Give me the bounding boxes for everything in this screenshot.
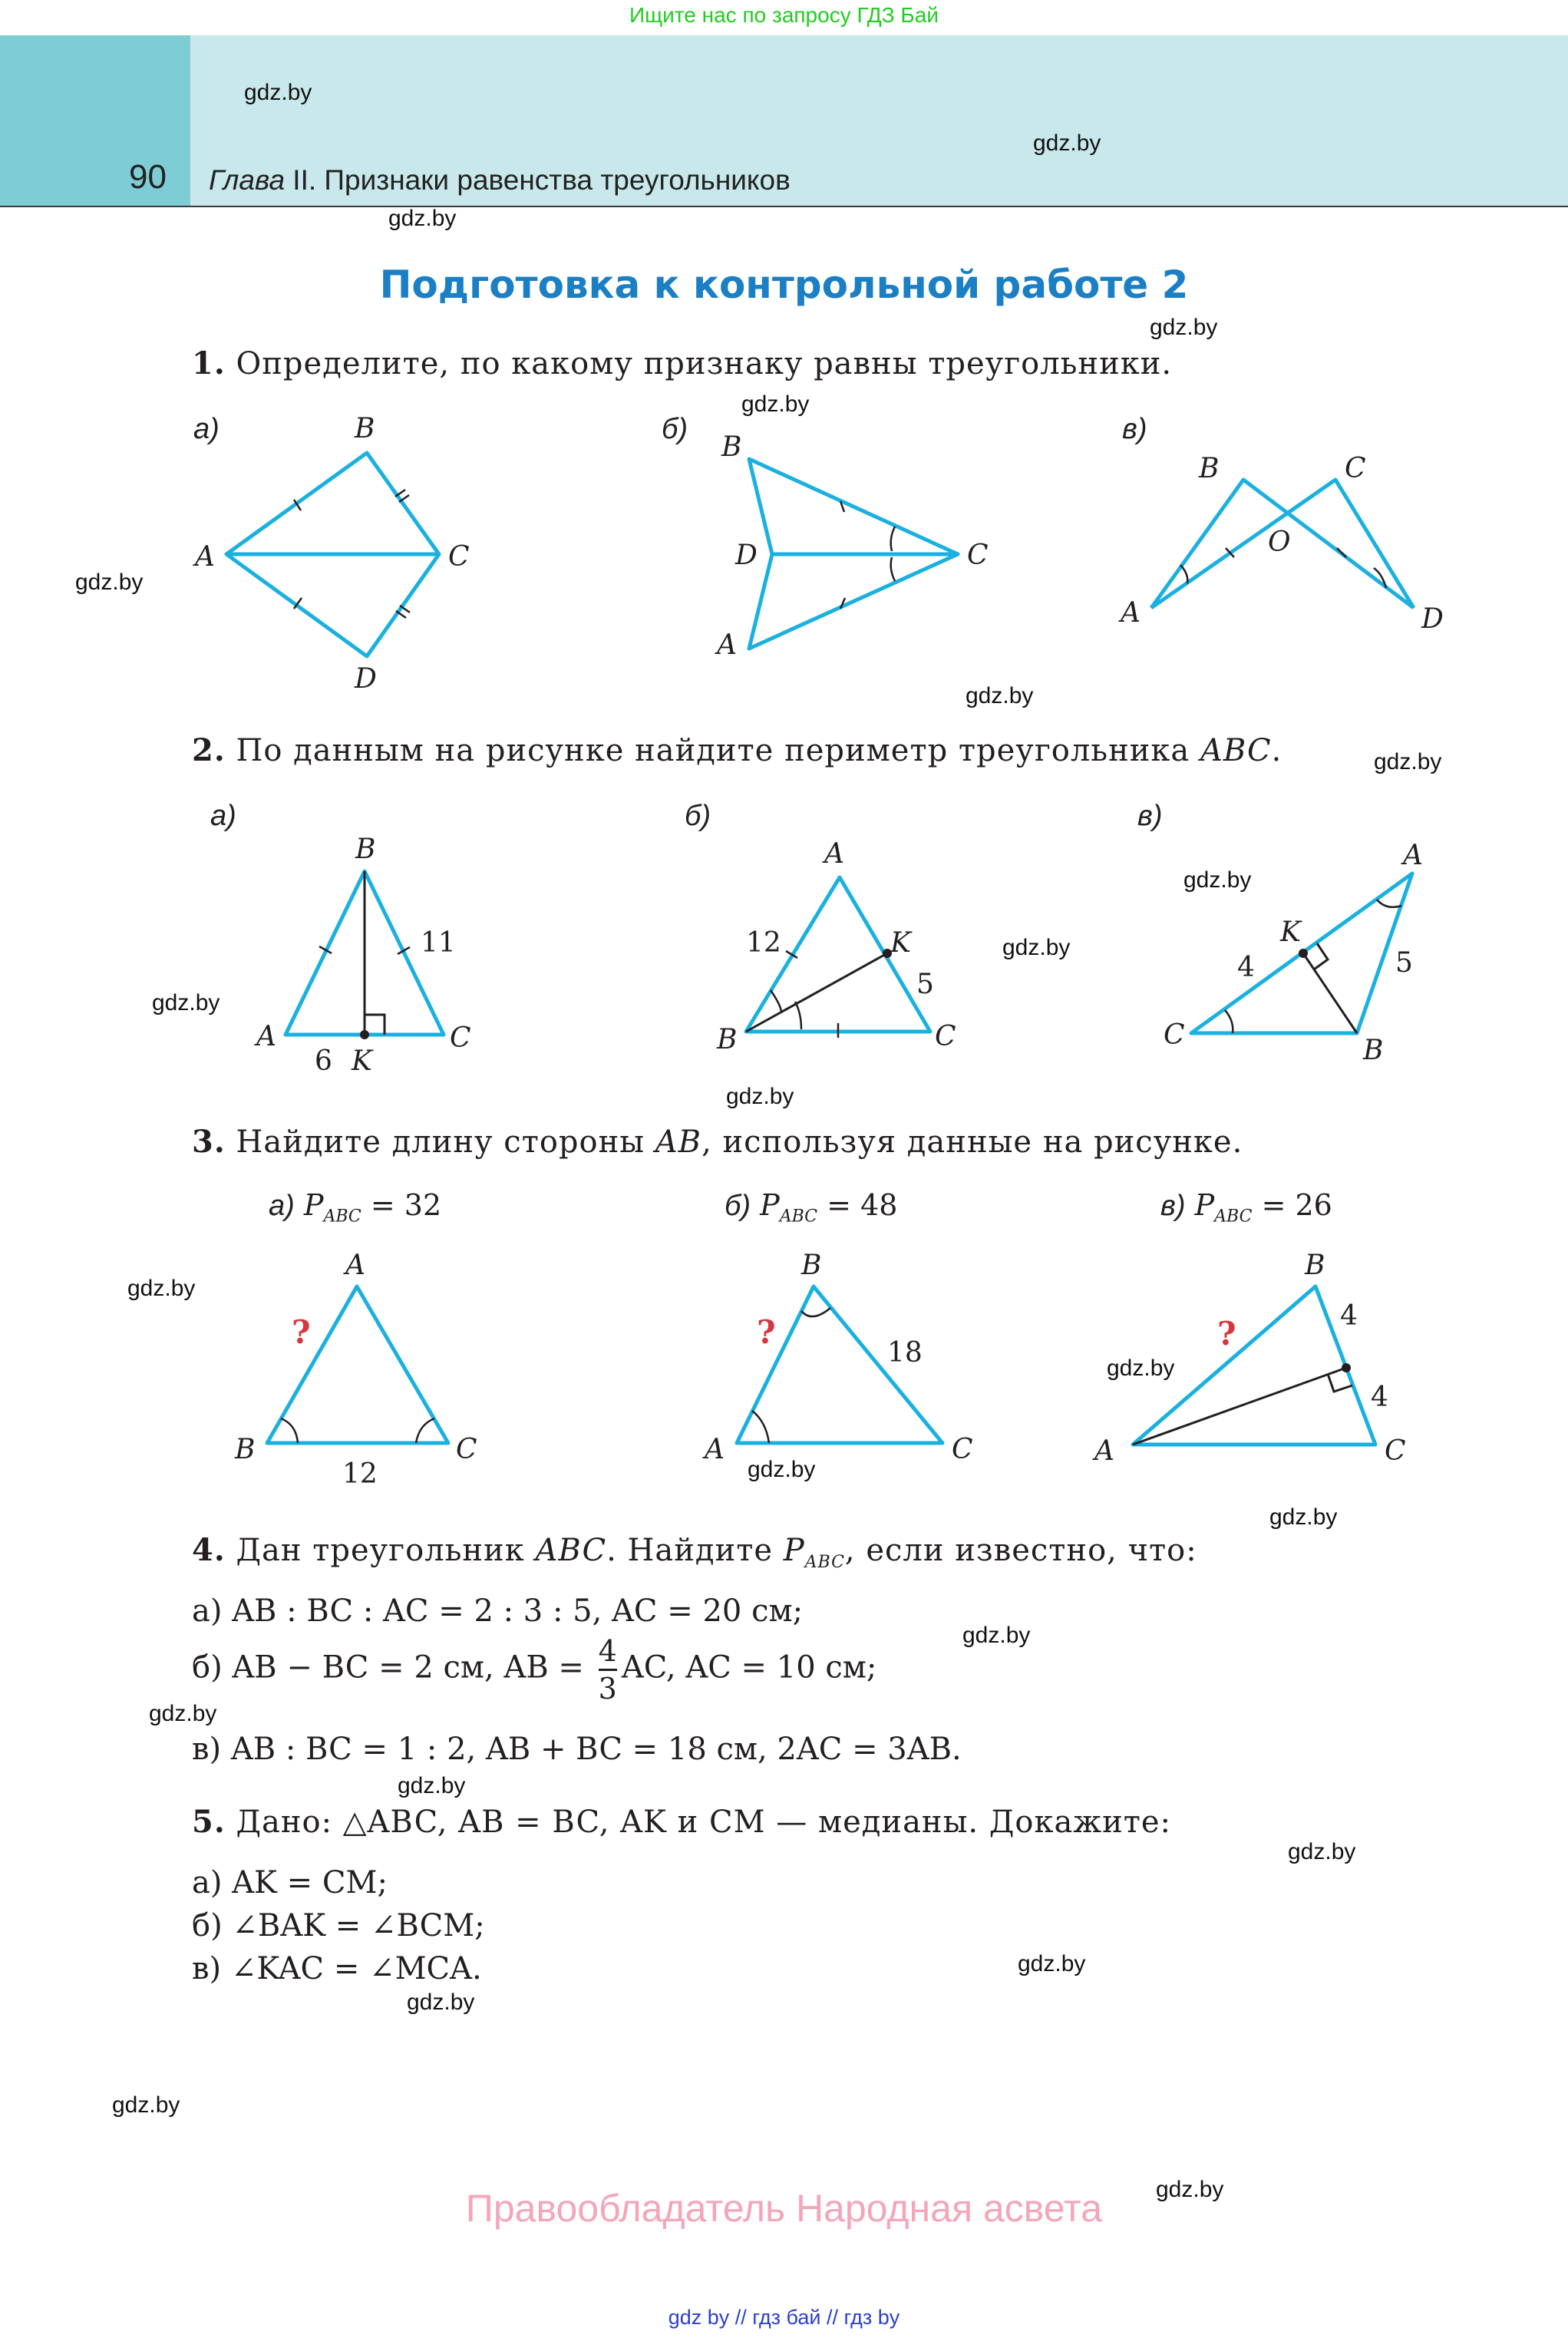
kite-abcd — [749, 459, 958, 649]
watermark: gdz.by — [127, 1276, 196, 1301]
height-bk — [1303, 953, 1357, 1033]
watermark: gdz.by — [1018, 1951, 1086, 1976]
angle-arc — [771, 990, 781, 1012]
quadrilateral-abcd — [226, 453, 439, 656]
task-3 — [192, 1124, 1243, 1160]
perimeter-symbol: P — [783, 1533, 805, 1568]
point-k — [1342, 1363, 1351, 1372]
figure-3b — [702, 1250, 973, 1465]
segment-bk — [746, 953, 887, 1032]
fig-sub-label: в) — [1160, 1190, 1186, 1222]
point-label: C — [1345, 453, 1366, 484]
watermark: gdz.by — [244, 80, 312, 105]
angle-arc — [1225, 1010, 1233, 1033]
fig-sub-label: а) — [269, 1190, 295, 1222]
double-tick — [396, 606, 410, 618]
task-var: ABC — [535, 1533, 607, 1568]
task-text: Дано: △ABC, AB = BC, AK и CM — медианы. Докажите: — [225, 1805, 1172, 1840]
watermark: gdz.by — [1150, 315, 1218, 340]
watermark: gdz.by — [1288, 1839, 1356, 1864]
side-label: 11 — [421, 927, 456, 959]
side-label: 4 — [1371, 1382, 1388, 1413]
condition-value: = 48 — [827, 1188, 898, 1222]
point-label: B — [801, 1250, 822, 1281]
point-label: A — [256, 1021, 276, 1052]
segment-ak — [1133, 1368, 1346, 1445]
side-label: 4 — [1237, 952, 1255, 983]
point-label: A — [705, 1434, 725, 1465]
side-label: 18 — [887, 1337, 923, 1369]
task-number: 5. — [192, 1804, 226, 1840]
angle-arc — [801, 1308, 830, 1316]
watermark: gdz.by — [407, 1990, 475, 2015]
task-text: . Найдите — [606, 1533, 784, 1568]
watermark: gdz.by — [1156, 2177, 1224, 2202]
fig2a-label: а) — [210, 800, 236, 832]
fraction-bar — [599, 1669, 617, 1671]
point-label: B — [355, 834, 376, 865]
side-label: 12 — [746, 927, 781, 959]
point-label: C — [967, 540, 989, 571]
figure-3c — [1092, 1250, 1406, 1467]
task-number: 3. — [192, 1124, 226, 1160]
double-tick — [395, 490, 409, 502]
triangle-abc — [267, 1286, 448, 1443]
side-label: 5 — [916, 969, 934, 1000]
figure-2b — [716, 838, 956, 1055]
task-text: По данным на рисунке найдите периметр треугольника — [225, 733, 1200, 768]
task-5c: в) ∠KAC = ∠MCA. — [192, 1951, 482, 1986]
watermark: gdz.by — [1374, 749, 1442, 774]
task-text: , используя данные на рисунке. — [701, 1124, 1243, 1160]
figure-1b — [715, 431, 989, 661]
angle-arc — [795, 1002, 801, 1029]
point-label: B — [1363, 1035, 1384, 1066]
watermark: gdz.by — [398, 1773, 466, 1798]
point-label: A — [1121, 597, 1141, 629]
perimeter-subscript: ABC — [779, 1207, 817, 1227]
fig3b-condition — [725, 1188, 897, 1227]
watermark: gdz.by — [962, 1623, 1031, 1648]
fig1a-label: а) — [193, 413, 220, 445]
figure-2c — [1164, 840, 1423, 1066]
fig1c-label: в) — [1122, 413, 1147, 445]
point-label: C — [456, 1434, 477, 1465]
task-text: , если известно, что: — [844, 1533, 1197, 1568]
perimeter-subscript: ABC — [804, 1553, 845, 1572]
triangle-abc — [1133, 1286, 1375, 1445]
task-text: Дан треугольник — [225, 1533, 536, 1568]
side-label: 12 — [342, 1458, 378, 1490]
watermark: gdz.by — [1002, 935, 1071, 960]
right-angle-mark — [1314, 943, 1328, 969]
question-mark: ? — [292, 1313, 311, 1351]
point-label: K — [890, 927, 911, 959]
angle-arc — [416, 1418, 434, 1443]
angle-arc — [1377, 900, 1401, 907]
point-label: D — [1421, 603, 1444, 635]
perimeter-symbol: P — [1194, 1188, 1215, 1222]
task-4a: а) AB : BC : AC = 2 : 3 : 5, AC = 20 см; — [192, 1593, 804, 1629]
fig2c-label: в) — [1137, 800, 1163, 832]
task-text: . — [1271, 733, 1282, 768]
question-mark: ? — [757, 1313, 776, 1351]
watermark: gdz.by — [75, 570, 144, 595]
watermark: gdz.by — [1183, 867, 1252, 893]
figure-1a — [193, 413, 470, 695]
task-4c: в) AB : BC = 1 : 2, AB + BC = 18 см, 2AC = 3AB. — [192, 1732, 962, 1767]
point-label: A — [824, 838, 844, 870]
perimeter-subscript: ABC — [1214, 1207, 1253, 1227]
fig2b-label: б) — [685, 800, 711, 832]
fig-sub-label: б) — [725, 1190, 751, 1222]
perimeter-symbol: P — [760, 1188, 780, 1222]
point-label: B — [721, 431, 742, 463]
chapter-word: Глава — [209, 164, 286, 196]
side-label: 4 — [1340, 1300, 1358, 1332]
task-text: Определите, по какому признаку равны треугольники. — [225, 346, 1173, 381]
watermark: gdz.by — [1269, 1504, 1338, 1530]
point-label: D — [355, 663, 377, 695]
fig1b-label: б) — [662, 413, 688, 445]
task-5a: а) AK = CM; — [192, 1865, 388, 1900]
angle-arc — [891, 527, 895, 551]
question-mark: ? — [1217, 1315, 1236, 1352]
point-k — [360, 1030, 369, 1039]
watermark: gdz.by — [741, 391, 810, 417]
fig3c-condition — [1160, 1188, 1332, 1227]
condition-text: б) AB − BC = 2 см, AB = — [192, 1649, 594, 1686]
point-label: C — [935, 1021, 956, 1052]
point-label: B — [355, 413, 375, 444]
angle-arc — [281, 1418, 298, 1443]
task-text: Найдите длину стороны — [225, 1124, 655, 1160]
task-5b: б) ∠BAK = ∠BCM; — [192, 1908, 485, 1943]
point-label: B — [235, 1434, 256, 1465]
task-4 — [192, 1532, 1197, 1572]
task-var: AB — [655, 1124, 702, 1160]
point-label: A — [1403, 840, 1423, 871]
condition-value: = 26 — [1261, 1188, 1332, 1222]
watermark: gdz.by — [1033, 130, 1101, 156]
page-number: 90 — [129, 158, 167, 196]
task-5 — [192, 1804, 1171, 1840]
task-2 — [192, 732, 1282, 768]
point-k — [1299, 949, 1308, 958]
fraction — [598, 1634, 617, 1706]
task-number: 1. — [192, 345, 226, 381]
point-label: O — [1268, 527, 1291, 558]
perimeter-subscript: ABC — [323, 1207, 361, 1227]
figure-3a — [234, 1250, 477, 1490]
watermark: gdz.by — [388, 206, 457, 231]
angle-arc — [891, 557, 895, 581]
point-label: A — [1094, 1435, 1114, 1467]
watermark: gdz.by — [966, 683, 1034, 708]
task-4b — [192, 1634, 877, 1706]
point-label: C — [1164, 1019, 1185, 1051]
point-label: K — [352, 1045, 372, 1077]
figure-2a — [254, 834, 471, 1077]
perimeter-symbol: P — [303, 1188, 324, 1222]
condition-value: = 32 — [370, 1188, 442, 1222]
point-label: B — [1305, 1250, 1325, 1281]
point-label: A — [717, 629, 737, 661]
side-label: 6 — [315, 1045, 332, 1077]
figure-1c — [1118, 453, 1444, 635]
watermark: gdz.by — [726, 1084, 794, 1109]
point-label: B — [1199, 453, 1220, 484]
watermark: gdz.by — [112, 2092, 180, 2118]
task-var: ABC — [1200, 733, 1272, 768]
chapter-name: II. Признаки равенства треугольников — [285, 164, 791, 196]
point-label: D — [735, 540, 758, 571]
watermark: gdz.by — [149, 1701, 217, 1726]
watermark: gdz.by — [1107, 1356, 1175, 1381]
task-number: 4. — [192, 1532, 226, 1568]
point-label: C — [952, 1434, 973, 1465]
point-label: A — [195, 541, 215, 573]
watermark: gdz.by — [152, 990, 220, 1015]
point-label: B — [717, 1024, 738, 1055]
watermark: gdz.by — [748, 1457, 816, 1482]
footer-links[interactable]: gdz by // гдз бай // гдз by — [668, 2306, 900, 2329]
page-title: Подготовка к контрольной работе 2 — [379, 263, 1189, 307]
point-label: C — [450, 1022, 471, 1054]
numerator: 4 — [598, 1634, 617, 1668]
copyright-owner: Правообладатель Народная асвета — [465, 2187, 1103, 2230]
point-label: A — [345, 1250, 365, 1281]
top-search-link[interactable]: Ищите нас по запросу ГДЗ Бай — [629, 3, 939, 27]
condition-text: AC, AC = 10 см; — [621, 1649, 877, 1686]
fig3a-condition — [269, 1188, 441, 1227]
point-label: K — [1280, 916, 1301, 948]
denominator: 3 — [598, 1672, 617, 1706]
point-label: C — [1385, 1435, 1406, 1467]
side-label: 5 — [1395, 947, 1413, 979]
task-number: 2. — [192, 732, 226, 768]
angle-arc — [752, 1411, 769, 1443]
point-label: C — [448, 541, 470, 573]
